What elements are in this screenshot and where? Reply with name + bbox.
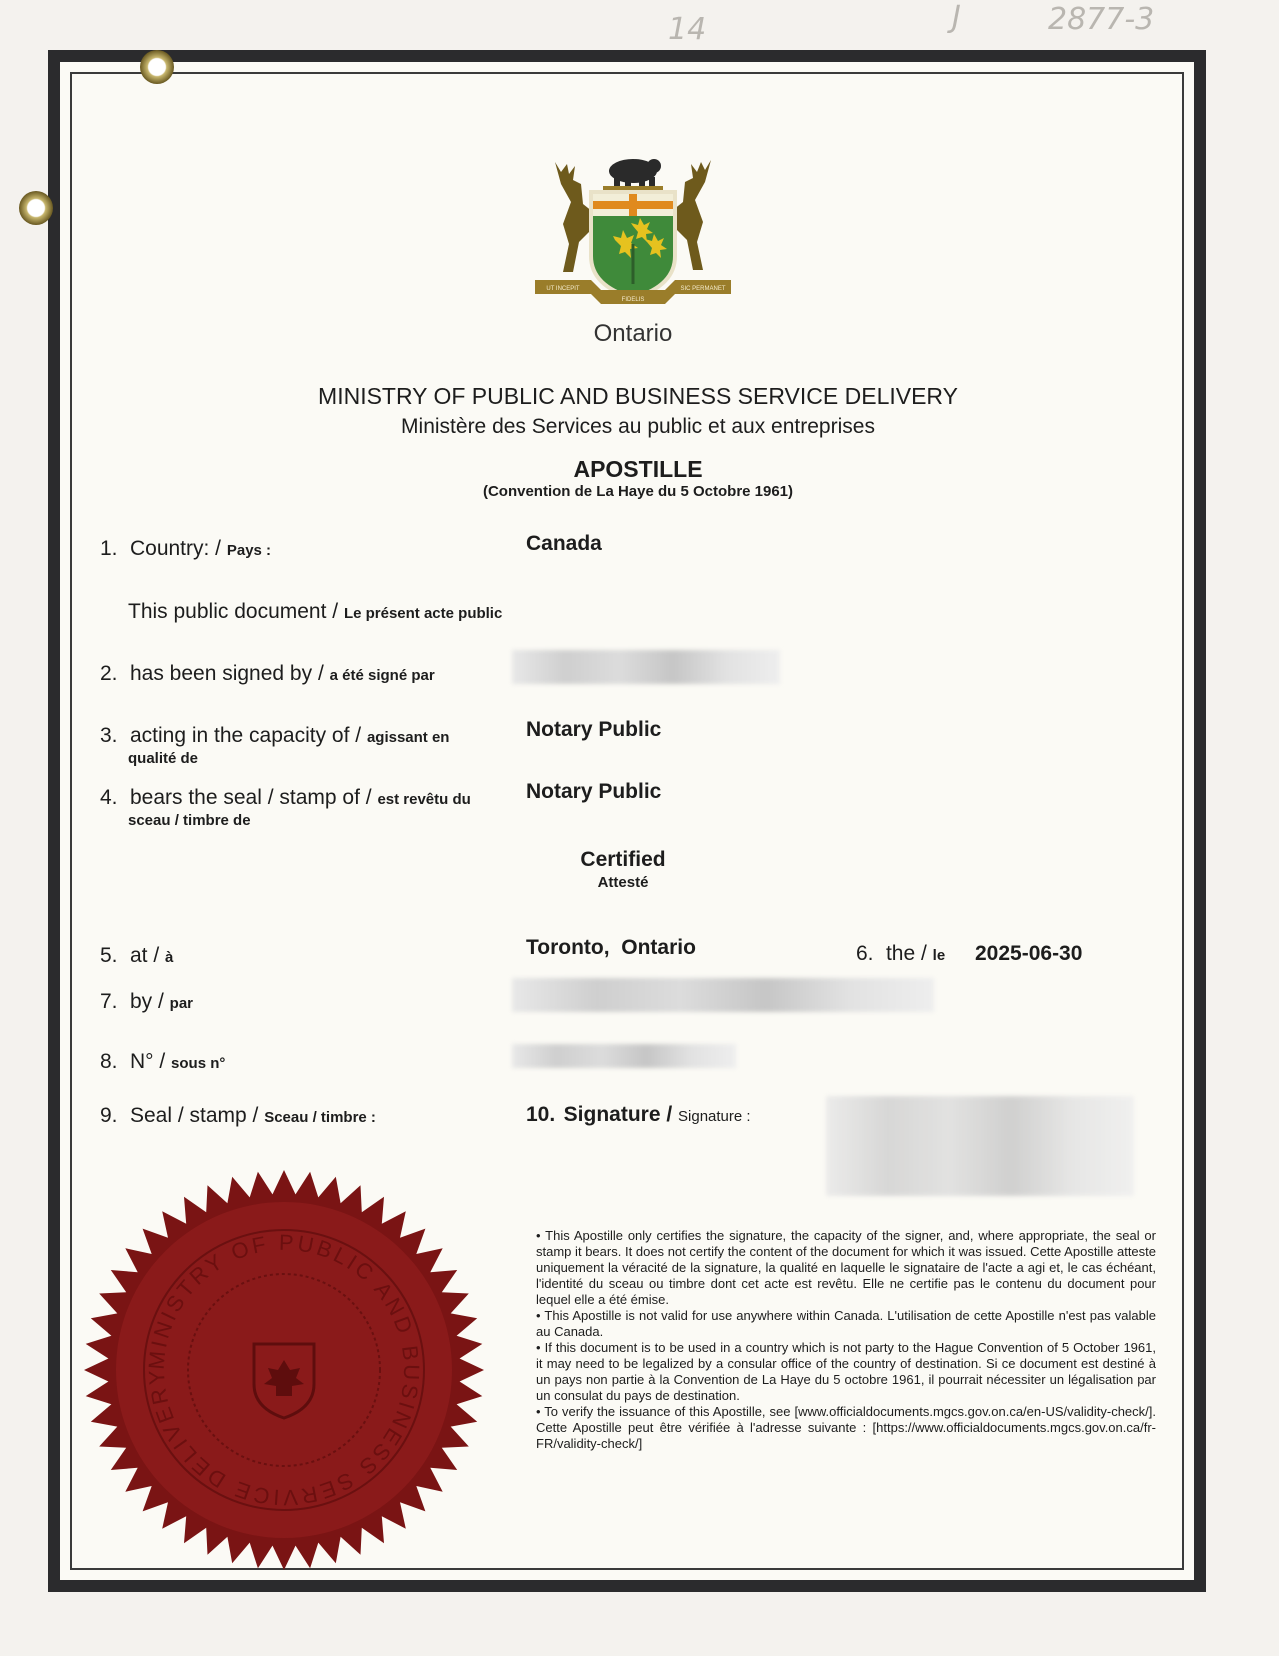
seal-ring-text: MINISTRY OF PUBLIC AND BUSINESS SERVICE DELIVERY bbox=[143, 1229, 425, 1511]
field-number: 8. bbox=[100, 1050, 118, 1073]
country-value: Canada bbox=[526, 532, 602, 555]
field-capacity-label bbox=[100, 724, 449, 748]
field-label: Signature / bbox=[563, 1103, 679, 1126]
pencil-mark-1: 14 bbox=[668, 12, 707, 47]
field-label-fr: a été signé par bbox=[329, 667, 435, 684]
field-label-fr: Le présent acte public bbox=[343, 605, 503, 622]
signature-redacted bbox=[826, 1096, 1134, 1196]
field-number-label bbox=[100, 1050, 225, 1074]
field-label: acting in the capacity of / bbox=[129, 724, 367, 747]
place-value: Toronto, Ontario bbox=[526, 936, 696, 959]
pencil-mark-2: J bbox=[952, 0, 961, 35]
field-number: 10. bbox=[526, 1103, 556, 1126]
issuer-name-redacted bbox=[512, 978, 934, 1012]
field-label: the / bbox=[885, 942, 933, 965]
field-label-fr: Signature : bbox=[678, 1108, 751, 1125]
note-paragraph: • This Apostille only certifies the signature, the capacity of the signer, and, where appropriate, the seal or stamp it bears. It does not certify the content of the document for which it was issued. Cette Apostille atteste uniquement la véracité de la signature, la qualité en laquelle le signataire de l'acte a agi et, le cas échéant, l'identité du sceau ou timbre dont cet acte est revêtu. Elle ne certifie pas le contenu du document pour lequel elle a été émise. bbox=[536, 1228, 1156, 1307]
field-country-label bbox=[100, 537, 271, 561]
ministry-red-seal bbox=[82, 1168, 486, 1572]
motto-left: UT INCEPIT bbox=[546, 286, 580, 292]
field-label-fr: à bbox=[165, 949, 174, 966]
field-date-label bbox=[856, 942, 945, 966]
ministry-title-en: MINISTRY OF PUBLIC AND BUSINESS SERVICE DELIVERY bbox=[318, 383, 958, 409]
field-label-fr: par bbox=[169, 995, 193, 1012]
field-number: 9. bbox=[100, 1104, 118, 1127]
apostille-subtitle: (Convention de La Haye du 5 Octobre 1961) bbox=[482, 483, 794, 500]
certified-label: Certified bbox=[580, 848, 666, 871]
field-label-fr: sous n° bbox=[171, 1055, 226, 1072]
pencil-mark-3: 2877-3 bbox=[1048, 2, 1155, 37]
field-number: 3. bbox=[100, 724, 118, 747]
ontario-logo-label: Ontario bbox=[593, 320, 673, 347]
field-capacity-label-fr2: qualité de bbox=[128, 750, 199, 767]
signer-name-redacted bbox=[512, 650, 780, 684]
field-signature-label bbox=[526, 1103, 751, 1127]
field-label-fr: Sceau / timbre : bbox=[264, 1109, 376, 1126]
grommet-left bbox=[19, 191, 53, 225]
field-label: bears the seal / stamp of / bbox=[129, 786, 378, 809]
field-number: 1. bbox=[100, 537, 118, 560]
field-label-fr: Pays : bbox=[226, 542, 272, 559]
field-seal-label-fr2: sceau / timbre de bbox=[128, 812, 251, 829]
field-seal-label bbox=[100, 786, 471, 810]
motto-center: FIDELIS bbox=[621, 297, 645, 303]
date-value: 2025-06-30 bbox=[975, 942, 1083, 965]
apostille-notes bbox=[536, 1228, 1156, 1452]
field-number: 7. bbox=[100, 990, 118, 1013]
field-at-label bbox=[100, 944, 173, 968]
field-label: by / bbox=[129, 990, 170, 1013]
note-paragraph: • If this document is to be used in a country which is not party to the Hague Convention of 5 October 1961, it may need to be legalized by a consular office of the country of destination. Si ce document est destiné à un pays non partie à la Convention de La Haye du 5 octobre 1961, il pourrait nécessiter un légalisation par un consulat du pays de destination. bbox=[536, 1340, 1156, 1403]
seal-value: Notary Public bbox=[526, 780, 662, 803]
field-label-fr: est revêtu du bbox=[377, 791, 471, 808]
motto-right: SIC PERMANET bbox=[680, 286, 726, 292]
certificate-number-redacted bbox=[512, 1044, 736, 1068]
field-seal-stamp-label bbox=[100, 1104, 376, 1128]
ontario-coat-of-arms bbox=[535, 148, 731, 324]
apostille-title: APOSTILLE bbox=[573, 456, 703, 482]
field-label: This public document / bbox=[128, 600, 344, 623]
grommet-top bbox=[140, 50, 174, 84]
field-label: Seal / stamp / bbox=[129, 1104, 265, 1127]
field-label-fr: le bbox=[932, 947, 946, 964]
field-label-fr: agissant en bbox=[366, 729, 450, 746]
ministry-title-fr: Ministère des Services au public et aux entreprises bbox=[401, 415, 875, 438]
field-by-label bbox=[100, 990, 193, 1014]
field-number: 5. bbox=[100, 944, 118, 967]
field-label: Country: / bbox=[129, 537, 227, 560]
field-label: N° / bbox=[129, 1050, 172, 1073]
public-document-label bbox=[128, 600, 502, 624]
note-paragraph: • This Apostille is not valid for use anywhere within Canada. L'utilisation de cette Apostille n'est pas valable au Canada. bbox=[536, 1308, 1156, 1339]
field-number: 2. bbox=[100, 662, 118, 685]
certified-label-fr: Attesté bbox=[597, 874, 649, 891]
note-paragraph: • To verify the issuance of this Apostille, see [www.officialdocuments.mgcs.gov.on.ca/en-US/validity-check/]. Cette Apostille peut être vérifiée à l'adresse suivante : [https://www.officialdocuments.mgcs.gov.on.ca/fr-FR/validity-check/] bbox=[536, 1404, 1156, 1451]
field-label: at / bbox=[129, 944, 165, 967]
field-number: 6. bbox=[856, 942, 874, 965]
field-number: 4. bbox=[100, 786, 118, 809]
field-signed-by-label bbox=[100, 662, 435, 686]
field-label: has been signed by / bbox=[129, 662, 330, 685]
capacity-value: Notary Public bbox=[526, 718, 662, 741]
